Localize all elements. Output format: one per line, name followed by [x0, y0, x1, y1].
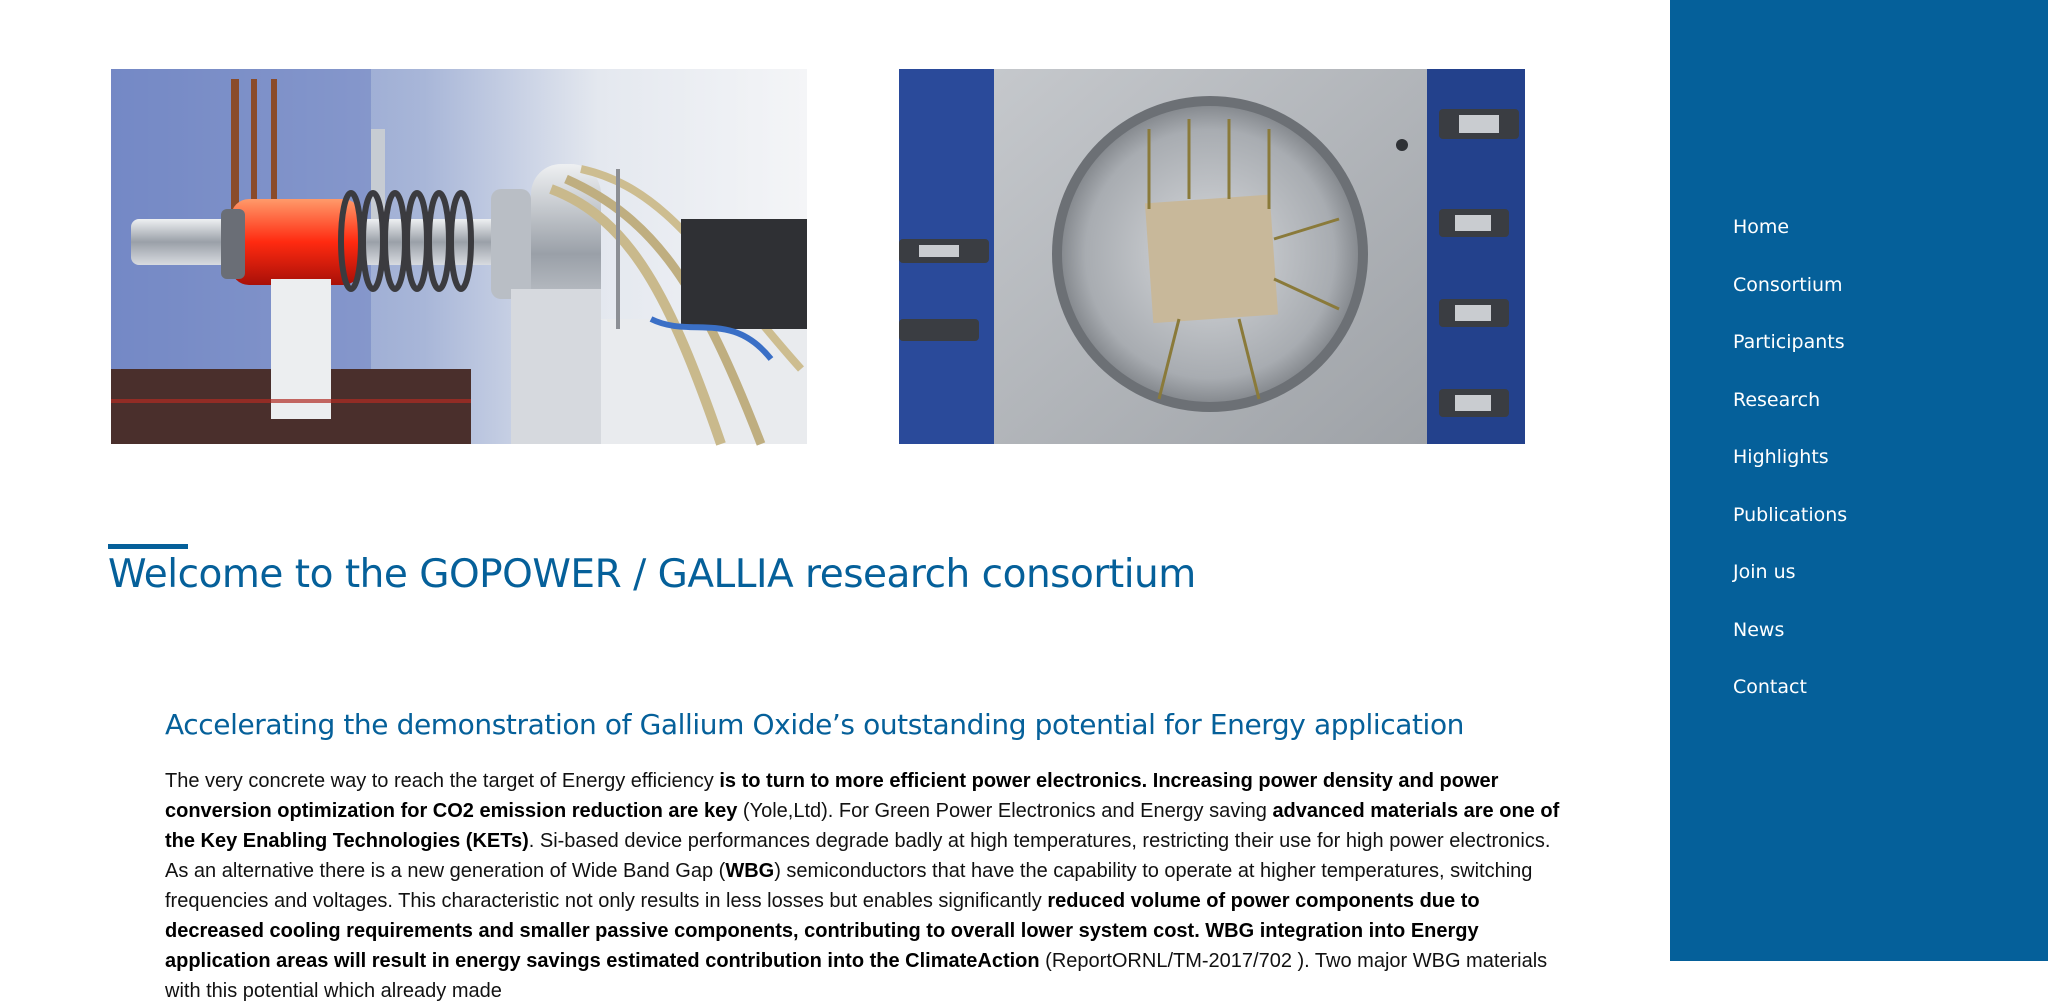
nav-item [1733, 322, 1847, 380]
nav-consortium[interactable]: Consortium [1733, 273, 1843, 296]
nav-item [1733, 265, 1847, 323]
intro-emphasis: reduced volume of power components due to decreased cooling requirements and smaller passive components, contributing to overall lower system cost. WBG integration into Energy application areas will result in energy savings estimated contribution into the ClimateAction [165, 890, 1480, 972]
nav-home[interactable]: Home [1733, 216, 1790, 238]
nav-item [1733, 437, 1847, 495]
intro-text: . Si-based device performances degrade badly at high temperatures, restricting their use for high power electronics. As an alternative there is a new generation of Wide Band Gap ( [165, 830, 1551, 882]
intro-text: (Yole,Ltd). For Green Power Electronics and Energy saving [737, 800, 1273, 822]
intro-emphasis: WBG [725, 860, 775, 882]
intro-paragraph [165, 766, 1575, 1006]
intro-emphasis: advanced materials are one of the Key Enabling Technologies (KETs) [165, 800, 1560, 852]
sidebar-nav [1670, 0, 2048, 961]
nav-menu [1733, 207, 1847, 725]
nav-item [1733, 552, 1847, 610]
page-title: Welcome to the GOPOWER / GALLIA research consortium [108, 552, 1196, 597]
nav-highlights[interactable]: Highlights [1733, 446, 1829, 468]
nav-item [1733, 380, 1847, 438]
nav-research[interactable]: Research [1733, 388, 1821, 411]
nav-publications[interactable]: Publications [1733, 503, 1848, 526]
nav-item [1733, 495, 1847, 553]
nav-contact[interactable]: Contact [1733, 676, 1807, 698]
intro-subtitle: Accelerating the demonstration of Gallium Oxide’s outstanding potential for Energy application [165, 708, 1465, 741]
intro-text: The very concrete way to reach the target of Energy efficiency [165, 770, 720, 792]
nav-item [1733, 207, 1847, 265]
title-accent-bar [108, 544, 188, 549]
intro-emphasis: is to turn to more efficient power electronics. Increasing power density and power conversion optimization for CO2 emission reduction are key [165, 770, 1499, 822]
intro-text: (ReportORNL/TM-2017/702 ). Two major WBG materials with this potential which already made [165, 950, 1548, 1002]
nav-join-us[interactable]: Join us [1733, 561, 1796, 583]
growth-furnace-photo [111, 69, 807, 444]
nav-item [1733, 667, 1847, 725]
intro-text: ) semiconductors that have the capability to operate at higher temperatures, switching frequencies and voltages. This characteristic not only results in less losses but enables significantly [165, 860, 1533, 912]
nav-news[interactable]: News [1733, 618, 1785, 641]
sample-holder-photo [899, 69, 1525, 444]
nav-item [1733, 610, 1847, 668]
nav-participants[interactable]: Participants [1733, 331, 1845, 353]
